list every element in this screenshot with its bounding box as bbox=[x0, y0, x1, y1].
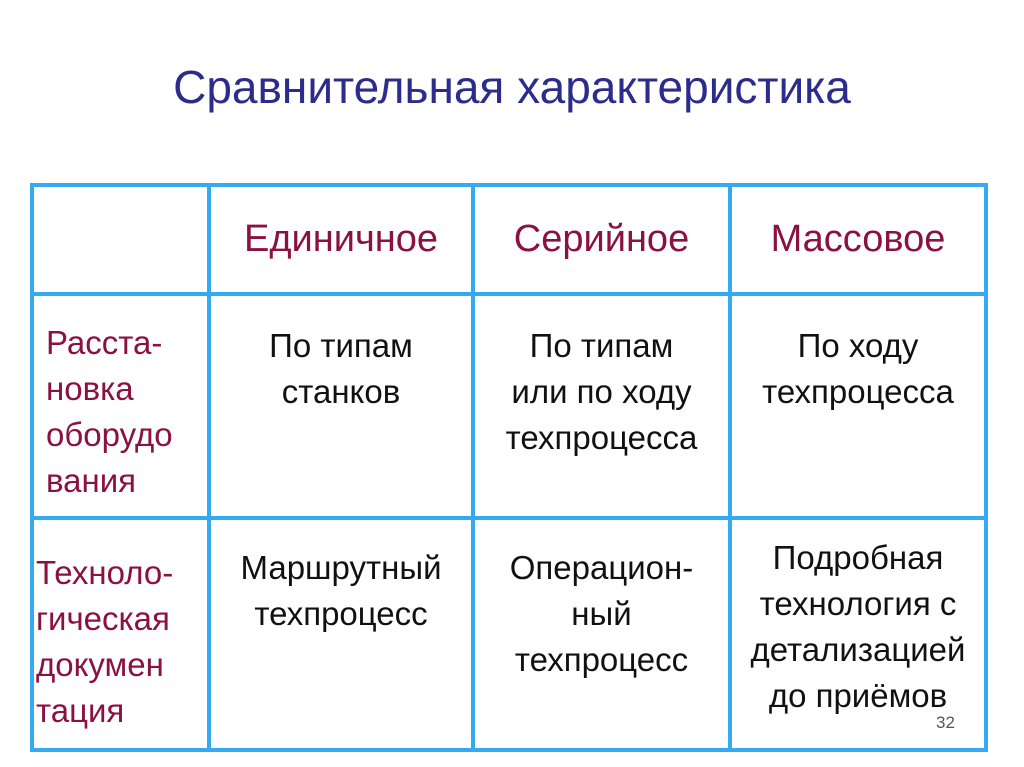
table-border-left bbox=[30, 183, 34, 752]
cell-layout-serial: По типам или по ходу техпроцесса bbox=[505, 327, 698, 456]
table-border-col1 bbox=[207, 183, 211, 752]
table-border-row bbox=[30, 516, 988, 520]
slide-title: Сравнительная характеристика bbox=[173, 61, 851, 113]
page-number: 32 bbox=[936, 713, 955, 732]
cell-docs-serial: Операцион- ный техпроцесс bbox=[509, 549, 694, 678]
cell-layout-single: По типам станков bbox=[269, 327, 413, 410]
column-header-mass: Массовое bbox=[770, 218, 946, 260]
table-border-header bbox=[30, 292, 988, 296]
cell-docs-mass: Подробная технология с детализацией до приёмов bbox=[750, 539, 966, 714]
row-label-equipment-layout: Расста- новка оборудо вания bbox=[46, 324, 173, 499]
table-border-bottom bbox=[30, 748, 988, 752]
column-header-serial: Серийное bbox=[513, 218, 690, 260]
row-label-tech-documentation: Техноло- гическая докумен тация bbox=[36, 554, 174, 729]
cell-layout-mass: По ходу техпроцесса bbox=[762, 327, 954, 410]
table-border-top bbox=[30, 183, 988, 187]
column-header-single: Единичное bbox=[243, 218, 438, 260]
cell-docs-single: Маршрутный техпроцесс bbox=[240, 549, 442, 632]
